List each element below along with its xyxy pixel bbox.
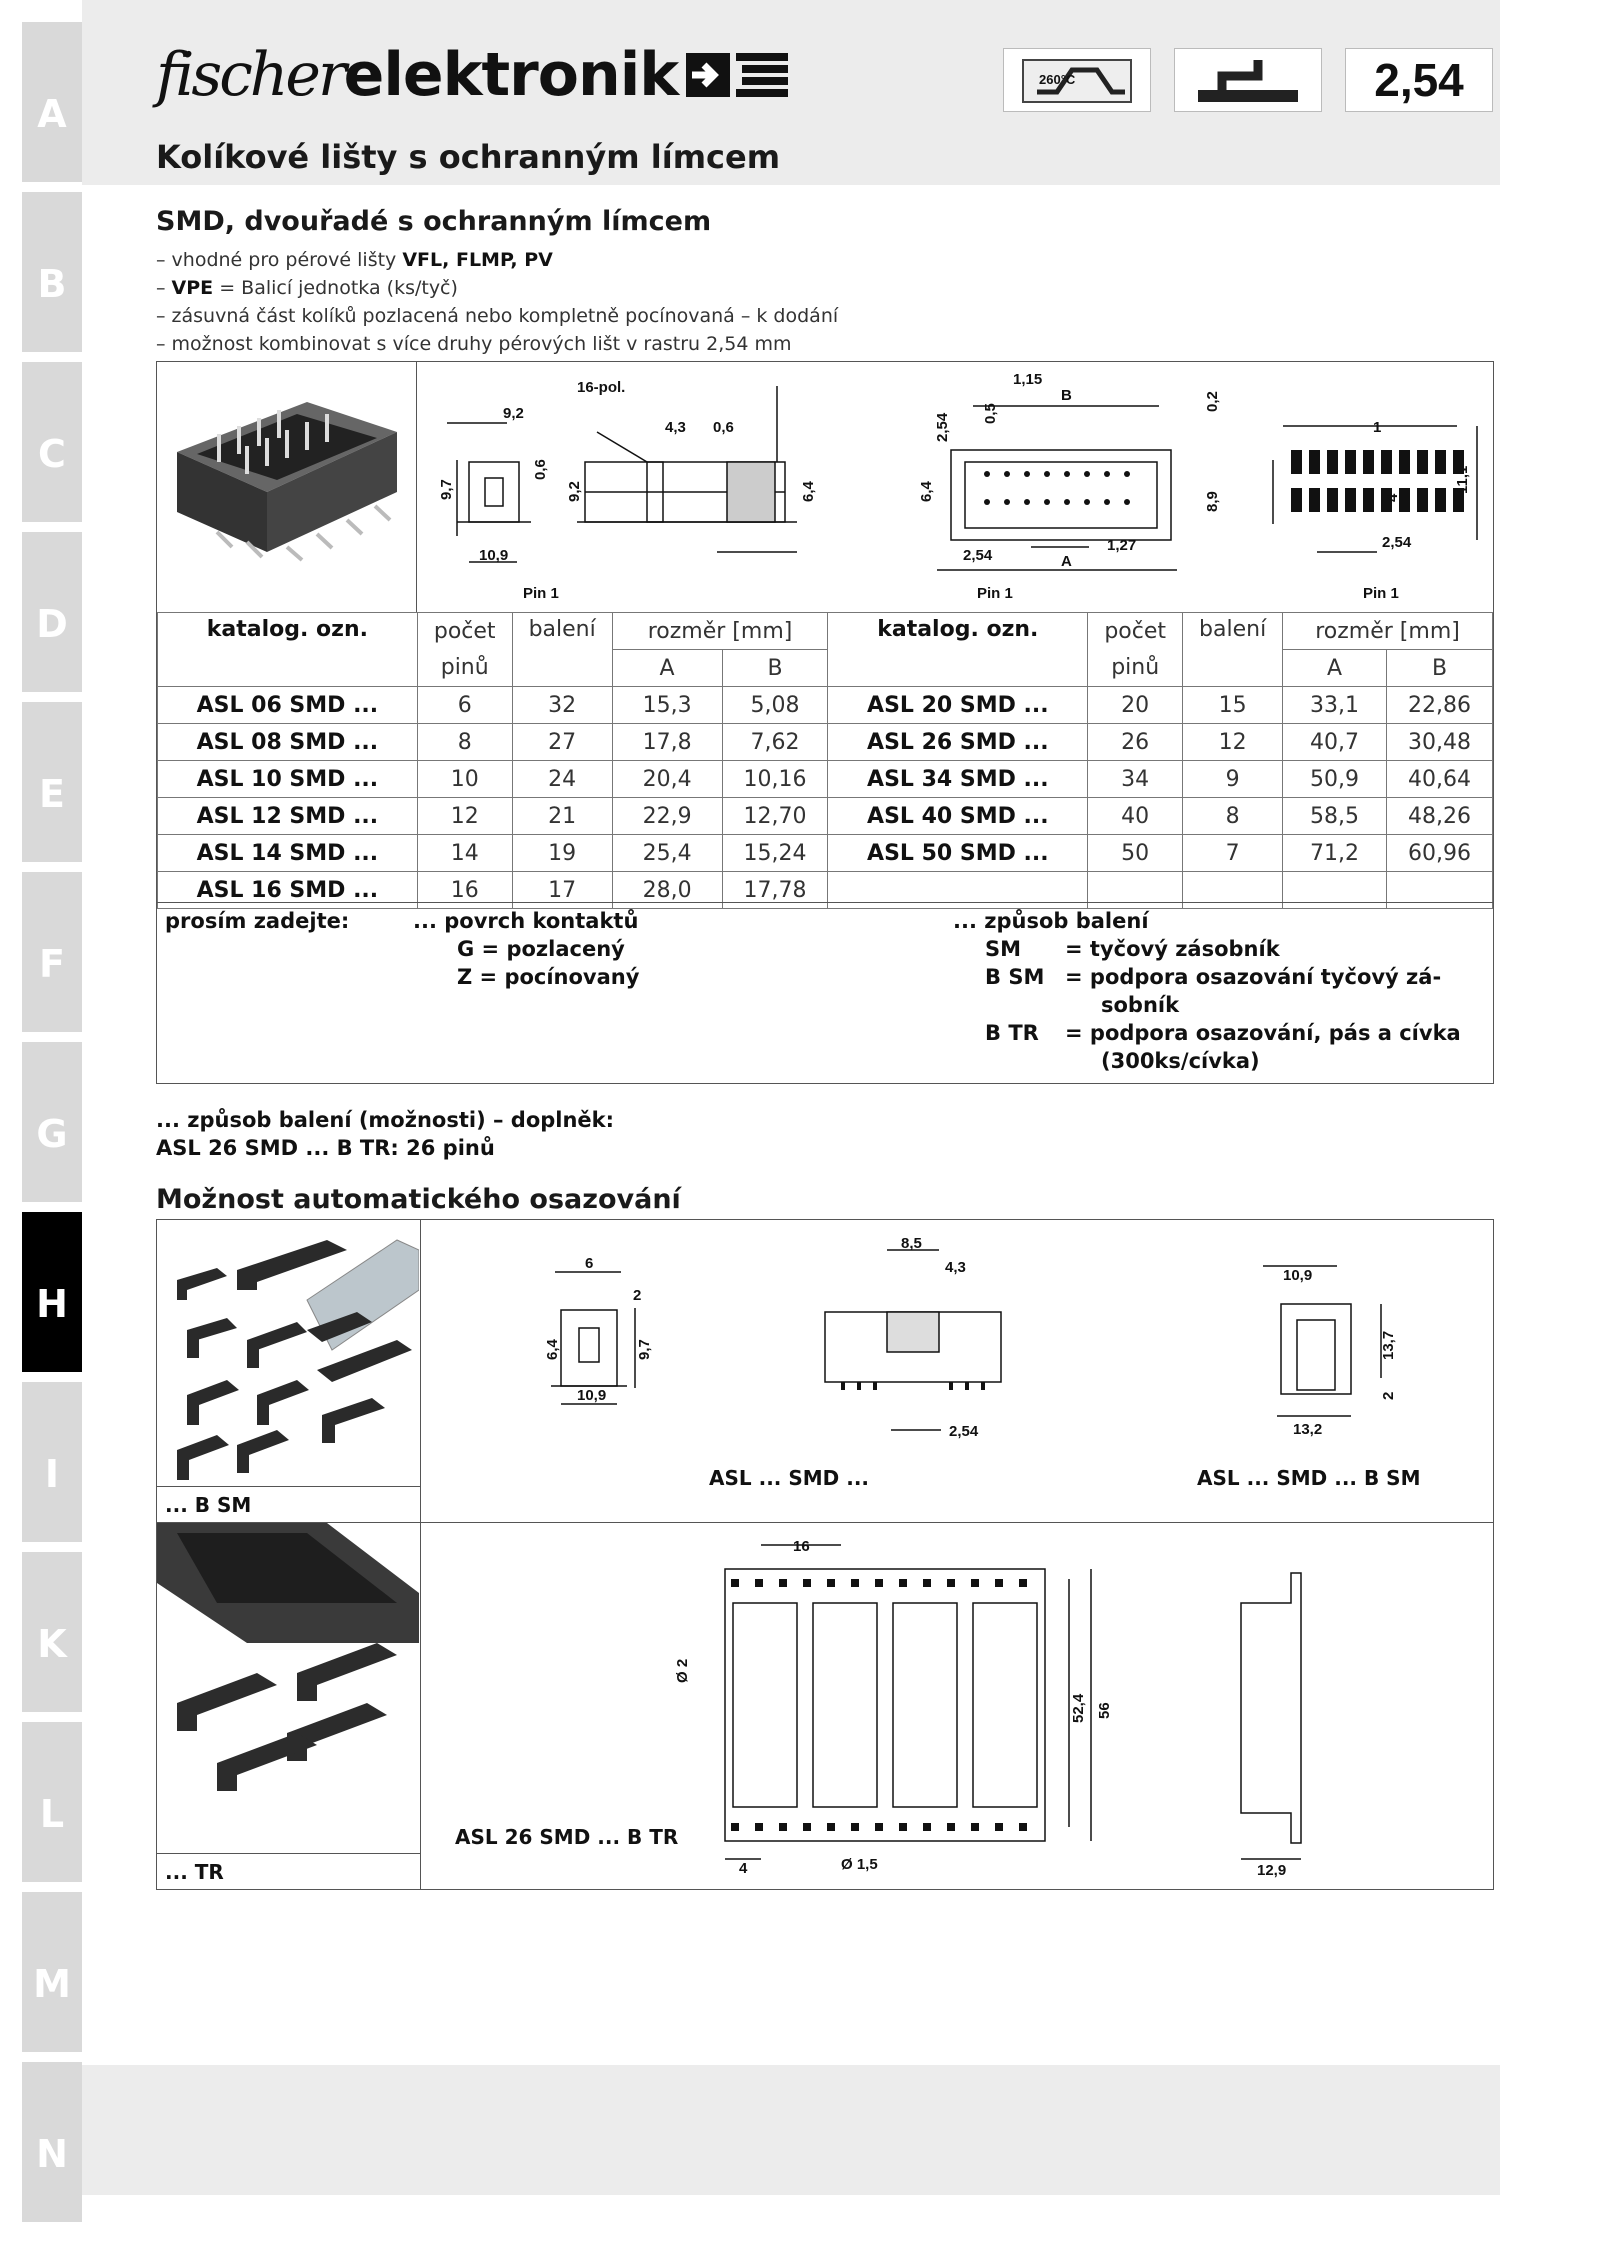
dim-label: 13,2 — [1293, 1421, 1323, 1438]
tape-photo — [157, 1523, 421, 1889]
side-tab-a[interactable]: A — [22, 22, 82, 182]
tube-photo — [157, 1220, 421, 1522]
dim-label: 9,7 — [438, 479, 455, 500]
side-tab-n[interactable]: N — [22, 2062, 82, 2222]
col-header-a: A — [612, 650, 722, 687]
table-row: ASL 14 SMD ... 14 19 25,4 15,24 ASL 50 SMD ... 50 7 71,2 60,96 — [158, 835, 1493, 872]
packing-text-btr: = podpora osazování, pás a cívka — [1065, 1021, 1461, 1045]
order-label: prosím zadejte: — [165, 909, 350, 933]
order-code-section — [157, 902, 1493, 1083]
dim-label: 10,9 — [479, 547, 509, 564]
side-index — [22, 0, 82, 2245]
col-header-dims: rozměr [mm] — [612, 613, 828, 650]
col-header-a: A — [1283, 650, 1387, 687]
packing-title: ... způsob balení — [953, 909, 1149, 933]
dim-label: 6,4 — [544, 1339, 561, 1360]
dim-label: Ø 1,5 — [841, 1856, 878, 1873]
dim-label: 0,5 — [982, 403, 999, 424]
packing-code-btr: B TR — [985, 1021, 1039, 1045]
dim-label: 4 — [739, 1860, 748, 1877]
tube-packing-row — [157, 1220, 1493, 1523]
col-header-catalog: katalog. ozn. — [828, 613, 1088, 687]
logo-right-text: elektronik — [343, 40, 679, 110]
brand-logo — [156, 40, 794, 110]
dim-label: Pin 1 — [523, 585, 559, 602]
table-row: ASL 12 SMD ... 12 21 22,9 12,70 ASL 40 SMD ... 40 8 58,5 48,26 — [158, 798, 1493, 835]
col-header-pins: počet — [417, 613, 512, 650]
dim-label: 2 — [1380, 1391, 1397, 1400]
dim-label: 2,54 — [963, 547, 993, 564]
surface-option-z: Z = pocínovaný — [457, 965, 640, 989]
side-tab-e[interactable]: E — [22, 702, 82, 862]
dim-label: Pin 1 — [977, 585, 1013, 602]
col-header-b: B — [722, 650, 828, 687]
side-tab-h[interactable]: H — [22, 1212, 82, 1372]
table-row: ASL 16 SMD ... 16 17 28,0 17,78 — [158, 872, 1493, 909]
drawing-caption-btr: ASL 26 SMD ... B TR — [455, 1825, 679, 1849]
dim-label: A — [1061, 553, 1072, 570]
side-tab-c[interactable]: C — [22, 362, 82, 522]
side-tab-k[interactable]: K — [22, 1552, 82, 1712]
side-tab-l[interactable]: L — [22, 1722, 82, 1882]
dim-label: 2,54 — [1382, 534, 1412, 551]
dim-label: 8,9 — [1204, 491, 1221, 512]
dim-label: 9,2 — [503, 405, 524, 422]
feature-item: – možnost kombinovat s více druhy pérových lišt v rastru 2,54 mm — [156, 333, 792, 355]
side-tab-i[interactable]: I — [22, 1382, 82, 1542]
logo-arrow-icon — [684, 47, 794, 103]
temperature-label: 260°C — [1039, 72, 1076, 87]
auto-section-title: Možnost automatického osazování — [156, 1184, 681, 1215]
side-tab-d[interactable]: D — [22, 532, 82, 692]
temperature-icon — [1003, 48, 1151, 112]
feature-list — [156, 246, 838, 358]
dim-label: 52,4 — [1070, 1693, 1087, 1723]
side-tab-b[interactable]: B — [22, 192, 82, 352]
side-tab-g[interactable]: G — [22, 1042, 82, 1202]
drawing-caption-bsm: ASL ... SMD ... B SM — [1197, 1466, 1421, 1490]
page-title: Kolíkové lišty s ochranným límcem — [156, 138, 781, 176]
dim-label: 11,1 — [1454, 465, 1471, 494]
feature-item: – VPE = Balicí jednotka (ks/tyč) — [156, 277, 458, 299]
dim-label: 12,9 — [1257, 1862, 1287, 1879]
col-header-pins: počet — [1088, 613, 1183, 650]
technical-drawing — [417, 362, 1493, 612]
dim-label: Ø 2 — [674, 1658, 691, 1683]
drawing-caption-smd: ASL ... SMD ... — [709, 1466, 870, 1490]
col-header-pack: balení — [1183, 613, 1283, 687]
dim-label: B — [1061, 387, 1072, 404]
dim-label: 1 — [1373, 419, 1382, 436]
packing-text-btr-2: (300ks/cívka) — [1101, 1049, 1260, 1073]
spec-box — [156, 361, 1494, 1084]
surface-title: ... povrch kontaktů — [413, 909, 639, 933]
dim-label: 10,9 — [577, 1387, 607, 1404]
photo-caption-bsm: ... B SM — [157, 1486, 421, 1522]
dim-label: 1,27 — [1107, 537, 1137, 554]
dim-label: 9,2 — [566, 481, 583, 502]
dim-label: 6 — [585, 1255, 594, 1272]
feature-item: – vhodné pro pérové lišty VFL, FLMP, PV — [156, 249, 553, 271]
dim-label: 0,2 — [1204, 391, 1221, 412]
surface-option-g: G = pozlacený — [457, 937, 625, 961]
dim-label: 6,4 — [918, 481, 935, 502]
product-table — [157, 612, 1493, 909]
dim-label: 2,54 — [949, 1423, 979, 1440]
dim-label: 2 — [633, 1287, 642, 1304]
pitch-box — [1345, 48, 1493, 112]
packing-note-line: ASL 26 SMD ... B TR: 26 pinů — [156, 1136, 495, 1160]
dim-label: 8,5 — [901, 1235, 922, 1252]
dim-label: 13,7 — [1380, 1330, 1397, 1360]
dim-label: 0,6 — [713, 419, 734, 436]
feature-item: – zásuvná část kolíků pozlacená nebo kompletně pocínovaná – k dodání — [156, 305, 839, 327]
col-header-b: B — [1386, 650, 1492, 687]
dim-label: 16 — [793, 1538, 810, 1555]
dim-label: 16-pol. — [577, 379, 626, 396]
dim-label: 56 — [1096, 1702, 1113, 1719]
logo-left-text: fischer — [156, 40, 344, 110]
col-header-pins-unit: pinů — [1088, 650, 1183, 687]
dim-label: 4,3 — [665, 419, 686, 436]
smd-mount-icon — [1174, 48, 1322, 112]
col-header-pack: balení — [512, 613, 612, 687]
side-tab-m[interactable]: M — [22, 1892, 82, 2052]
photo-caption-tr: ... TR — [157, 1853, 421, 1889]
dim-label: 2,54 — [934, 412, 951, 442]
pitch-value: 2,54 — [1374, 54, 1464, 106]
footer-band — [82, 2065, 1500, 2195]
product-photo — [157, 362, 417, 612]
auto-mount-box — [156, 1219, 1494, 1890]
table-row: ASL 10 SMD ... 10 24 20,4 10,16 ASL 34 SMD ... 34 9 50,9 40,64 — [158, 761, 1493, 798]
tape-packing-row — [157, 1523, 1493, 1889]
table-row: ASL 06 SMD ... 6 32 15,3 5,08 ASL 20 SMD ... 20 15 33,1 22,86 — [158, 687, 1493, 724]
dim-label: 9,7 — [636, 1339, 653, 1360]
dim-label: 4,3 — [945, 1259, 966, 1276]
packing-text-bsm-2: sobník — [1101, 993, 1180, 1017]
section-title: SMD, dvouřadé s ochranným límcem — [156, 206, 712, 237]
packing-note-line: ... způsob balení (možnosti) – doplněk: — [156, 1108, 615, 1132]
col-header-pins-unit: pinů — [417, 650, 512, 687]
packing-text-sm: = tyčový zásobník — [1065, 937, 1280, 961]
dim-label: Pin 1 — [1363, 585, 1399, 602]
col-header-dims: rozměr [mm] — [1283, 613, 1493, 650]
table-header-row — [158, 613, 1493, 650]
packing-note — [156, 1106, 614, 1162]
packing-code-sm: SM — [985, 937, 1022, 961]
dim-label: 4 — [1384, 493, 1401, 502]
table-row: ASL 08 SMD ... 8 27 17,8 7,62 ASL 26 SMD ... 26 12 40,7 30,48 — [158, 724, 1493, 761]
dim-label: 1,15 — [1013, 371, 1043, 388]
packing-code-bsm: B SM — [985, 965, 1045, 989]
dim-label: 10,9 — [1283, 1267, 1313, 1284]
col-header-catalog: katalog. ozn. — [158, 613, 418, 687]
dim-label: 6,4 — [800, 481, 817, 502]
packing-text-bsm: = podpora osazování tyčový zá- — [1065, 965, 1442, 989]
side-tab-f[interactable]: F — [22, 872, 82, 1032]
dim-label: 0,6 — [532, 459, 549, 480]
